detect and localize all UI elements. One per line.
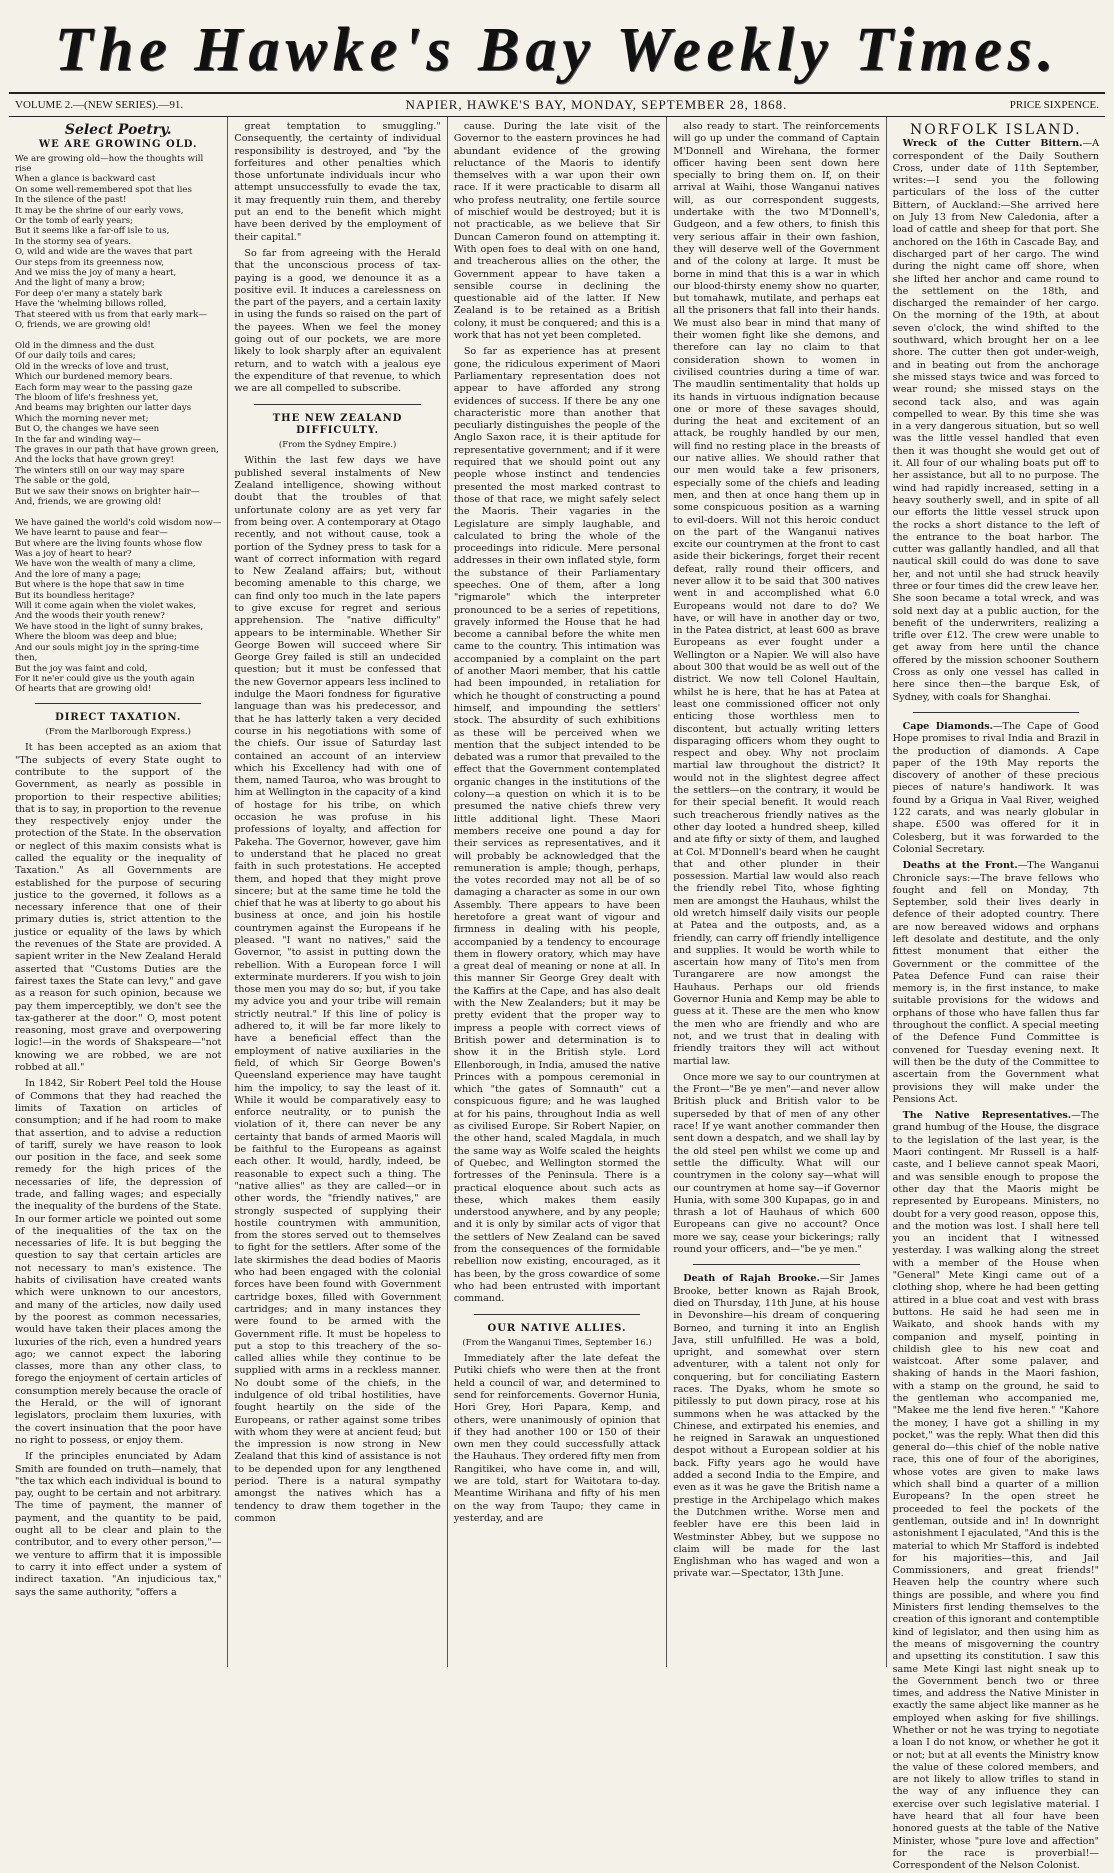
column-4	[667, 117, 886, 1667]
article-title-norfolk-island: NORFOLK ISLAND.	[910, 122, 1082, 138]
item-title: Death of Rajah Brooke.	[683, 1273, 820, 1285]
paragraph-deaths	[893, 860, 1099, 1106]
poetry-header: Select Poetry.	[64, 122, 172, 138]
paragraph: also ready to start. The reinforcements will go up under the command of Captain M'Donnell and Wirehana, the former officer having been sent down here specially to bring them on. If, on their arrival at Waihi, those Wanganui natives will, as our correspondent suggests, undertake with the two M'Donnell's, Gudgeon, and a few others, to finish this very serious affair in their own fashion, they will deserve well of the Government and of the colony at large. It must be borne in mind that this is a war in which our blood-thirsty enemy show no quarter, but tomahawk, mutilate, and perhaps eat all the prisoners that fall into their hands. We must also bear in mind that many of their women fight like she demons, and therefore can lay no claim to that consideration shown to women in civilised countries during a time of war. The maudlin sentimentality that holds up its hands in virtuous indignation because one or more of these savages should, during the heat and excitement of an attack, be roughly handled by our men, will find no resting place in the breasts of our native allies. We should rather that our men would take a few prisoners, especially some of the chiefs and leading men, and then at once hang them up in some conspicuous position as a warning to evil-doers. Will not this heroic conduct on the part of the Wanganui natives excite our countrymen at the front to cast aside their bickerings, forget their recent defeat, rally round their officers, and never allow it to be said that 300 natives went in and accomplished what 6.0 Europeans would not dare to do? We have, or will have in another day or two, in the Patea district, at least 600 as brave Europeans as ever fought under a Wellington or a Napier. We will also have about 300 that would be as well out of the district. We now tell Colonel Haultain, whilst he is here, that he has at Patea at least one commissioned officer not only enticing those worthless men to discontent, but actually writing letters disparaging officers whom they ought to respect and obey. Why not proclaim martial law throughout the district? It would not in the slightest degree affect the settlers—on the contrary, it would be for their special benefit. It would reach such treacherous friendly natives as the other day looted a hundred sheep, killed and ate fifty or sixty of them, and laughed at Col. M'Donnell's beard when he caught that and other plunder in their possession. Martial law would also reach the friendly rebel Tito, whose fighting men are amongst the Hauhaus, whilst the old wretch himself daily visits our people at Patea and the outposts, and, as a friendly, can carry off friendly intelligence and supplies. It would be worth while to ascertain how many of Tito's men from Turangarere are now amongst the Hauhaus. Perhaps our old friends Governor Hunia and Kemp may be able to guess at it. These are the men who know the men who are friendly and who are not, and we trust that in dealing with friendly traitors they will act without martial law.	[673, 121, 880, 1067]
article-source: (From the Sydney Empire.)	[278, 440, 397, 451]
poem-text: We are growing old—how the thoughts will rise When a glance is backward cast On some well-remembered spot that lies In the silence of the past! It may be the shrine of our early vows, Or the tomb of early years; But it seems like a far-off isle to us, In the stormy sea of years. O, wild and wide are the waves that part Our steps from its greenness now, And we miss the joy of many a heart, And the light of many a brow; For deep o'er many a stately bark Have the 'whelming billows rolled, That steered with us from that early mark— O, friends, we are growing old! Old in the dimness and the dust Of our daily toils and cares; Old in the wrecks of love and trust, Which our burdened memory bears. Each form may wear to the passing gaze The bloom of life's freshness yet, And beams may brighten our latter days Which the morning never met; But O, the changes we have seen In the far and winding way— The graves in our path that have grown green, And the locks that have grown grey! The winters still on our way may spare The sable or the gold, But we saw their snows on brighter hair— And, friends, we are growing old! We have gained the world's cold wisdom now— We have learnt to pause and fear— But where are the living founts whose flow Was a joy of heart to hear? We have won the wealth of many a clime, And the lore of many a page; But where is the hope that saw in time But its boundless heritage? Will it come again when the violet wakes, And the woods their youth renew? We have stood in the light of sunny brakes, Where the bloom was deep and blue; And our souls might joy in the spring-time then, But the joy was faint and cold, For it ne'er could give us the youth again Of hearts that are growing old!	[15, 153, 222, 695]
item-text: —The Cape of Good Hope promises to rival India and Brazil in the production of diamonds. A Cape paper of the 19th May reports the discovery of another of these precious pieces of nature's handiwork. It was found by a Griqua in Vaal River, weighed 122 carats, and was nearly globular in shape. £500 was offered for it in Colesberg, but it was forwarded to the Colonial Secretary.	[892, 720, 1100, 855]
masthead	[9, 8, 1105, 94]
volume-number: VOLUME 2.—(NEW SERIES).—91.	[15, 99, 184, 111]
divider	[254, 404, 420, 405]
columns	[9, 117, 1105, 1872]
paragraph: great temptation to smuggling." Consequently, the certainty of individual responsibility is destroyed, and "by the forfeitures and other penalties which those unfortunate individuals incur who attempt unsuccessfully to evade the tax, it may frequently ruin them, and thereby put an end to the benefit which might have been derived by the employment of their capital."	[234, 121, 441, 243]
article-title-native-allies: OUR NATIVE ALLIES.	[487, 1322, 627, 1334]
divider	[913, 712, 1079, 713]
item-title: The Native Representatives.	[902, 1110, 1072, 1122]
divider	[474, 1314, 640, 1315]
place-date: NAPIER, HAWKE'S BAY, MONDAY, SEPTEMBER 28, 1868.	[405, 97, 788, 112]
article-source: (From the Wanganui Times, September 16.)	[462, 1337, 652, 1348]
article-source: (From the Marlborough Express.)	[45, 727, 191, 738]
price: PRICE SIXPENCE.	[1009, 99, 1099, 111]
dateline	[9, 94, 1105, 117]
paragraph-wreck	[893, 138, 1099, 704]
article-title-direct-taxation: DIRECT TAXATION.	[55, 711, 182, 723]
column-3	[448, 117, 667, 1667]
poem-title: WE ARE GROWING OLD.	[38, 139, 198, 151]
paragraph-native-reps	[893, 1110, 1099, 1872]
paragraph: Immediately after the late defeat the Putiki chiefs who were then at the front held a council of war, and determined to send for reinforcements. Governor Hunia, Hori Grey, Hori Papara, Kemp, and others, were unanimously of opinion that if they had another 100 or 150 of their own men they could successfully attack the Hauhaus. They ordered fifty men from Rangitikei, who have come in, and will, we are told, start for Waitotara to-day. Meantime Wirihana and fifty of his men on the way from Taupo; they came in yesterday, and are	[453, 1353, 661, 1524]
paragraph: So far from agreeing with the Herald that the unconscious process of tax-paying is a good, we denounce it as a positive evil. It induces a carelessness on the part of the payers, and a certain laxity in using the funds so raised on the part of the payees. When we feel the money going out of our pockets, we are more likely to look sharply after an equivalent return, and to watch with a jealous eye the expenditure of that revenue, to which we are all compelled to subscribe.	[234, 247, 441, 395]
divider	[693, 1264, 859, 1265]
item-text: —The Wanganui Chronicle says:—The brave fellows who fought and fell on Monday, 7th September, sold their lives dearly in defence of their adopted country. There are now bereaved widows and orphans left desolate and destitute, and the only fittest monument that either the Government or the committee of the Patea Defence Fund can raise their memory is, in the first instance, to make suitable provisions for the widows and orphans of those who have fallen thus far throughout the conflict. A special meeting of the Defence Fund Committee is convened for Tuesday evening next. It will then be the duty of the Committee to ascertain from the Government what provisions they will make under the Pensions Act.	[892, 860, 1100, 1105]
item-title: Wreck of the Cutter Bittern.	[902, 138, 1083, 150]
item-text: —Sir James Brooke, better known as Rajah Brook, died on Thursday, 11th June, at his house in Devonshire—his dream of conquering Borneo, and turning it into an English Java, still unfulfilled. He was a bold, upright, and somewhat over stern adventurer, with a talent not only for conquering, but for conciliating Eastern races. The Dyaks, whom he smote so pitilessly to put down piracy, rose at his summons when he was attacked by the Chinese, and extirpated his enemies, and he reigned in Sarawak an unquestioned despot without a European soldier at his back. Fifty years ago he would have added a second India to the Empire, and even as it was he gave the British name a prestige in the Archipelago which makes the Dutchmen writhe. Worse men and feebler have ere this been laid in Westminster Abbey, but we suppose no claim will be made for the last Englishman who has waged and won a private war.—Spectator, 13th June.	[673, 1273, 880, 1580]
paragraph: Within the last few days we have published several instalments of New Zealand intelligence, showing without doubt that the troubles of that unfortunate colony are as yet very far from being over. A contemporary at Otago recently, and not without cause, took a portion of the Sydney press to task for a want of correct information with regard to New Zealand affairs; but, without becoming amenable to this charge, we can find only too much in the late papers to give excuse for regret and serious apprehension. The "native difficulty" appears to be interminable. Whether Sir George Bowen will succeed where Sir George Grey failed is still an undecided question; but it must be confessed that the new Governor appears less inclined to indulge the Maori fondness for figurative language than was his predecessor, and that he has latterly taken a very decided course in his negotiations with some of the chiefs. Our issue of Saturday last contained an account of an interview which his Excellency had with one of them, named Tauroa, who was brought to him at Wellington in the capacity of a kind of hostage for his tribe, on which occasion he was profuse in his professions of loyalty, and affection for Pakeha. The Governor, however, gave him to understand that he placed no great faith in such protestations. He accepted them, and hoped that they might prove sincere; but at the same time he told the chief that he was at liberty to go about his business at once, and join his hostile countrymen against the Europeans if he pleased. "I want no natives," said the Governor, "to assist in putting down the rebellion. With a European force I will exterminate murderers. If you wish to join those men you may do so; but, if you take my advice you and your tribe will remain strictly neutral." If this line of policy is adhered to, it will be far more likely to have a beneficial effect than the employment of native auxiliaries in the field, of which Sir George Bowen's Queensland experience may have taught him the impolicy, to say the least of it. While it would be comparatively easy to enforce neutrality, or to punish the violation of it, there can never be any certainty that bands of armed Maoris will be faithful to the Europeans as against each other. It would, hardly, indeed, be reasonable to expect such a thing. The "native allies" as they are called—or in other words, the "friendly natives," are strongly suspected of supplying their hostile countrymen with ammunition, from the stores served out to themselves to fight for the settlers. After some of the late skirmishes the dead bodies of Maoris who had been engaged with the colonial forces have been found with Government cartridge boxes, filled with Government cartridges; and in many instances they were found to be armed with the Government rifle. It must be hopeless to put a stop to this treachery of the so-called allies while they continue to be supplied with arms in a reckless manner. No doubt some of the chiefs, in the indulgence of old tribal hostilities, have fought heartily on the side of the Europeans, or rather against some tribes with whom they were at ancient feud; but the impression is now strong in New Zealand that this kind of assistance is not to be depended upon for any lengthened period. There is a natural sympathy amongst the natives which has a tendency to draw them together in the common	[234, 455, 441, 1524]
paragraph: Once more we say to our countrymen at the Front—"Be ye men"—and never allow British pluck and British valor to be superseded by that of men of any other race! If ye want another commander then sent down a despatch, and we shall lay by the old steel pen whilst we come up and settle the difficulty. What will our countrymen in the colony say—what will our countrymen at home say—if Governor Hunia, with some 300 Kupapas, go in and thrash a lot of Hauhaus of which 600 Europeans can give no account? Once more we say, cease your bickerings; rally round your officers, and—"be ye men."	[673, 1071, 880, 1256]
item-text: —The grand humbug of the House, the disgrace to the legislation of the last year, is the Maori contingent. Mr Russell is a half-caste, and I believe cannot speak Maori, and was sensible enough to propose the other day that the Maoris might be represented by Europeans. Ministers, no doubt for a very good reason, oppose this, and the motion was lost. I shall here tell you an incident that I witnessed yesterday. I was walking along the street with a member of the House when "General" Mete Kingi came out of a clothing shop, where he had been getting attired in a blue coat and vest with brass buttons. He said he had seen me in Waikato, and shook hands with my companion and myself, pointing in childish glee to his new coat and waistcoat. After some palaver, and shaking of hands in the Maori fashion, with a stamp on the ground, he said to the gentleman who accompanied me, "Makee me the lend five heren." "Kahore the money, I have got a shilling in my pocket," was the reply. What then did this general do—this chief of the noble native race, this one of four of the aborigines, whose votes are given to make laws which shall bind a quarter of a million Europeans? In the open street he proceeded to feel the pockets of the gentleman, outside and in! In downright astonishment I ejaculated, "And this is the material to which Mr Stafford is indebted for his majorities—this, and Jail Commissioners, and great friends!" Heaven help the country where such things are possible, and where you find Ministers first lending themselves to the creation of this ignorant and contemptible kind of legislator, and then using him as the means of misgoverning the country and upsetting its constitution. I saw this same Mete Kingi last night sneak up to the Government bench two or three times, and address the Native Minister in exactly the same abject like manner as he employed when asking for five shillings. Whether or not he was trying to negotiate a loan I do not know, or whether he got it or not; but at all events the Ministry know the value of these colored members, and are not likely to allow trifles to stand in the way of any influence they can exercise over such legislative material. I have heard that all four have been honored guests at the table of the Native Minister, whose "pure love and affection" for the race is proverbial!—Correspondent of the Nelson Colonist.	[892, 1110, 1100, 1872]
paragraph: It has been accepted as an axiom that "The subjects of every State ought to contribute to the support of the Government, as nearly as possible in proportion to their respective abilities; that is to say, in proportion to the revenue they respectively enjoy under the protection of the State. In the observation or neglect of this maxim consists what is called the equality or the inequality of Taxation." As all Governments are established for the purpose of securing justice to the governed, it follows as a necessary inference that one of their primary duties is, strict attention to the justice or equality of the laws by which the revenues of the State are provided. A sapient writer in the New Zealand Herald asserted that "Customs Duties are the fairest taxes the State can levy," and gave as a reason for such opinion, because we pay them imperceptibly, we don't see the tax-gatherer at the door." O, most potent reasoning, most grave and overpowering logic!—in the words of Shakspeare—"not knowing we are robbed, we are not robbed at all."	[15, 742, 222, 1074]
article-title-nz-difficulty: THE NEW ZEALAND DIFFICULTY.	[272, 412, 403, 436]
paragraph: So far as experience has at present gone, the ridiculous experiment of Maori Parliamentary representation does not appear to have afforded any strong evidences of success. If there be any one characteristic more than another that peculiarly distinguishes the people of the Anglo Saxon race, it is their aptitude for representative government; and if it were required that we should point out any people whose instinct and tendencies presented the most marked contrast to those of that race, we might safely select the Maoris. Their vagaries in the Legislature are simply laughable, and calculated to bring the whole of the proceedings into ridicule. Mere personal addresses in their own inflated style, form the substance of their Parliamentary speeches. One of them, after a long "rigmarole" which the interpreter pronounced to be a series of repetitions, gravely informed the House that he had become a cannibal before the white men came to the country. This intimation was accompanied by a complaint on the part of another Maori member, that his cattle had been impounded, in retaliation for which he thought of constructing a pound himself, and impounding the settlers' stock. The absurdity of such exhibitions as these will be perceived when we mention that the subject intended to be debated was a rumor that prevailed to the effect that the Government contemplated organic changes in the institutions of the colony—a question on which it is to be presumed the native chiefs threw very little additional light. These Maori members receive one pound a day for their services as representatives, and it will probably be acknowledged that the remuneration is ample; though, perhaps, the votes recorded may not all be of so damaging a character as some in our own Assembly. There appears to have been heretofore a great want of vigour and firmness in dealing with his people, accompanied by a tendency to encourage them in flowery oratory, which may have a great deal of meaning or none at all. In this manner Sir George Grey dealt with the Kaffirs at the Cape, and has also dealt with the New Zealanders; but it may be pretty evident that the proper way to impress a people with correct views of British power and determination is to show it in the British style. Lord Ellenborough, in India, amused the native Princes with a pompous ceremonial in which "the gates of Somnauth" cut a conspicuous figure; and he was laughed at for his pains, throughout India as well as civilised Europe. Sir Robert Napier, on the other hand, scaled Magdala, in much the same way as Wolfe scaled the heights of Quebec, and Wellington stormed the fortresses of the Peninsula. There is a practical eloquence about such acts as these, which makes them easily understood anywhere, and by any people; and it is only by similar acts of vigor that the settlers of New Zealand can be saved from the consequences of the formidable rebellion now existing, encouraged, as it has been, by the gross cowardice of some who had been entrusted with important command.	[453, 346, 661, 1305]
column-5	[887, 117, 1105, 1872]
paragraph-cape-diamonds	[893, 721, 1099, 856]
paragraph-rajah-brooke	[673, 1273, 879, 1580]
column-1	[9, 117, 228, 1667]
paragraph: If the principles enunciated by Adam Smith are founded on truth—namely, that "the tax which each individual is bound to pay, ought to be certain and not arbitrary. The time of payment, the manner of payment, and the quantity to be paid, ought all to be clear and plain to the contributor, and to every other person,"—we venture to affirm that it is impossible to carry it into effect under a system of indirect taxation. "An injudicious tax," says the same authority, "offers a	[15, 1451, 222, 1598]
paragraph: cause. During the late visit of the Governor to the eastern provinces he had abundant evidence of the growing reluctance of the Maoris to identify themselves with a war upon their own race. If it were practicable to disarm all who profess neutrality, one fertile source of mischief would be destroyed; but it is not practicable, as we believe that Sir Duncan Cameron found on attempting it. With open foes to deal with on one hand, and treacherous allies on the other, the Government appear to have taken a sensible course in declining the questionable aid of the latter. If New Zealand is to be retained as a British colony, it must be conquered; and this is a work that has not yet been completed.	[453, 121, 661, 342]
column-2	[228, 117, 447, 1667]
newspaper-page	[9, 8, 1105, 1872]
item-text: —A correspondent of the Daily Southern Cross, under date of 11th September, writes:—I send you the following particulars of the loss of the cutter Bittern, of Auckland:—She arrived here on July 13 from New Caledonia, after a load of cattle and sheep for that port. She anchored on the 16th in Cascade Bay, and discharged part of her cargo. The wind during the night came off shore, when she lifted her anchor and came round to the settlement on the 18th, and discharged the remainder of her cargo. On the morning of the 19th, at about seven o'clock, the wind shifted to the southward, which brought her on a lee shore. The cutter then got under-weigh, and in beating out from the anchorage she missed stays twice and was forced to wear round; she missed stays on the second tack also, and was again compelled to wear. By this time she was in a very dangerous situation, but so well was the little vessel handled that even then it was thought she would get out of it. All four of our whaling boats put off to her assistance, but all to no purpose. The wind had rapidly increased, setting in a heavy southerly swell, and in spite of all our efforts the little vessel struck upon the rocks a short distance to the left of the entrance to the boat harbor. The cutter was gallantly handled, and all that nautical skill could do was done to save her, and not until she had struck heavily three or four times did the crew leave her. She soon became a total wreck, and was sold next day at a public auction, for the benefit of the underwriters, realizing a trifle over £12. The crew were unable to get away from here until the chance offered by the mission schooner Southern Cross as only one vessel has called in here since then—the barque Esk, of Sydney, with coals for Shanghai.	[892, 138, 1100, 703]
item-title: Cape Diamonds.	[902, 720, 993, 732]
item-title: Deaths at the Front.	[902, 860, 1018, 872]
masthead-title: The Hawke's Bay Weekly Times.	[54, 16, 1060, 84]
paragraph: In 1842, Sir Robert Peel told the House of Commons that they had reached the limits of Taxation on articles of consumption; and if he had room to make that assertion, and to advise a reduction of tariff, surely we have reason to look our position in the face, and seek some remedy for the high prices of the necessaries of life, the depression of trade, and falling wages; and especially the inequality of the burdens of the State. In our former article we pointed out some of the inequalities of the tax on the necessaries of life. It is but begging the question to say that certain articles are not necessary to man's existence. The habits of civilisation have created wants which were unknown to our ancestors, and many of the articles, now daily used by the poorest as common necessaries, would have taken their places among the luxuries of the rich, even a hundred years ago; we cannot expect the laboring classes, more than any other class, to forego the enjoyment of certain articles of consumption merely because the oracle of the Herald, or the will of ignorant legislators, proclaim them luxuries, with the covert insinuation that the poor have no right to possess, or enjoy them.	[15, 1078, 222, 1446]
divider	[35, 703, 201, 704]
